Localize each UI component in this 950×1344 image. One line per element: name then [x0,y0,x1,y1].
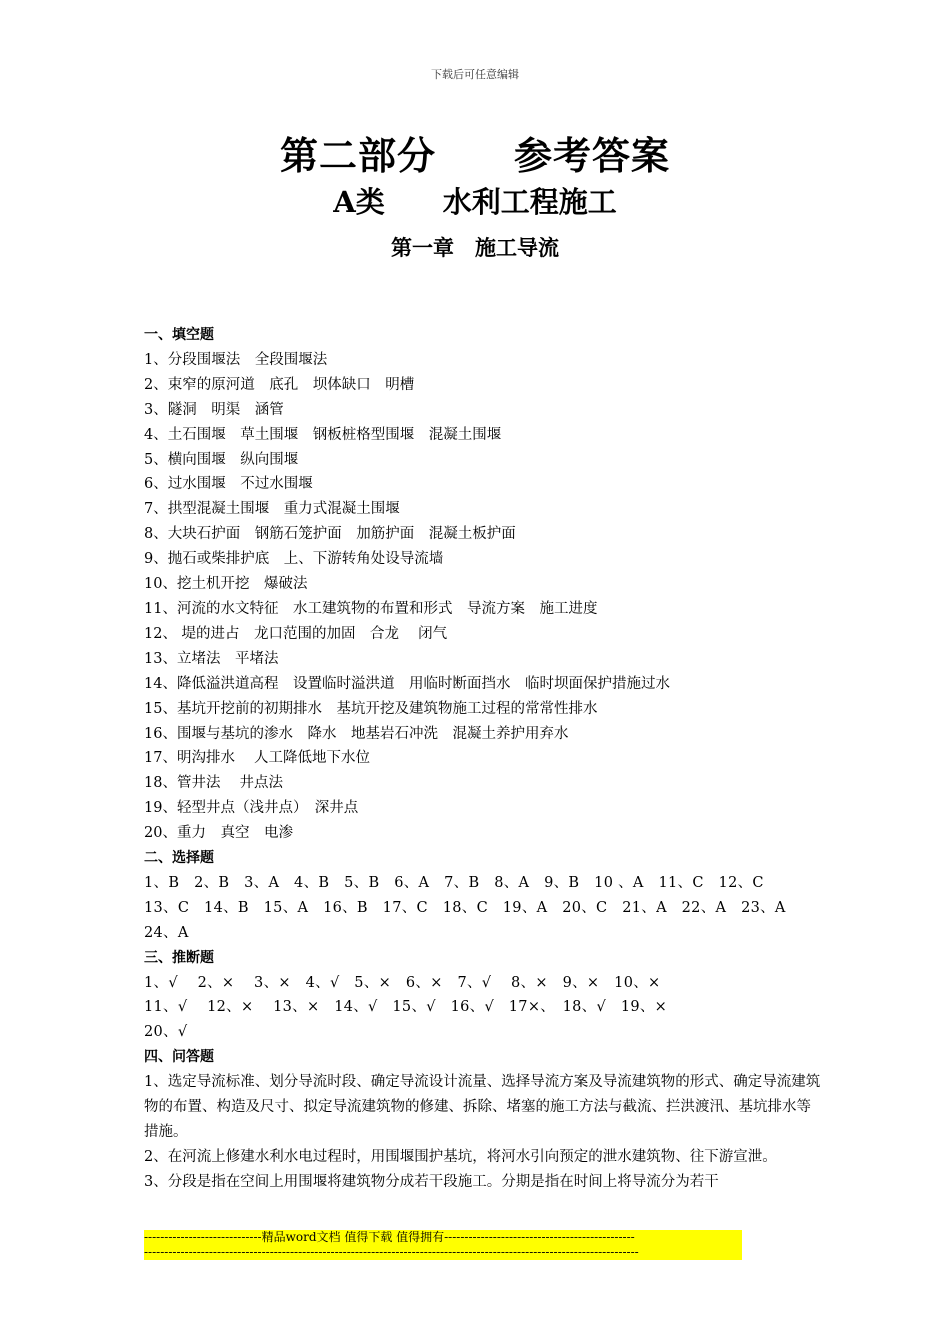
fill-item: 18、管井法 井点法 [144,775,284,792]
section-heading-choice: 二、选择题 [144,850,214,867]
section-heading-judge: 三、推断题 [144,949,214,966]
fill-item: 16、围堰与基坑的渗水 降水 地基岩石冲洗 混凝土养护用弃水 [144,725,569,742]
footer-line: -----------------------------精品word文档 值得下载 值得拥有----------------------------------------------- [144,1230,635,1244]
header-note: 下载后可任意编辑 [431,68,519,81]
fill-item: 19、轻型井点（浅井点） 深井点 [144,800,359,817]
fill-item: 5、横向围堰 纵向围堰 [144,451,299,468]
page-subtitle: A类 水利工程施工 [333,185,617,219]
section-heading-fill: 一、填空题 [144,327,214,343]
chapter-title: 第一章 施工导流 [391,235,559,260]
fill-item: 17、明沟排水 人工降低地下水位 [144,750,371,767]
fill-item: 2、束窄的原河道 底孔 坝体缺口 明槽 [144,376,415,393]
choice-line: 24、A [144,924,189,941]
section-heading-qa: 四、问答题 [144,1049,214,1066]
qa-item: 3、分段是指在空间上用围堰将建筑物分成若干段施工。分期是指在时间上将导流分为若干 [144,1173,719,1190]
fill-item: 10、挖土机开挖 爆破法 [144,576,308,593]
page-title: 第二部分 参考答案 [279,133,670,178]
judge-line: 20、√ [144,1024,188,1041]
fill-item: 20、重力 真空 电渗 [144,825,293,842]
fill-item: 12、 堤的进占 龙口范围的加固 合龙 闭气 [144,625,448,642]
fill-item: 7、拱型混凝土围堰 重力式混凝土围堰 [144,501,400,518]
choice-line: 13、C 14、B 15、A 16、B 17、C 18、C 19、A 20、C 21、A 22、A 23、A [144,899,786,916]
judge-line: 11、√ 12、× 13、× 14、√ 15、√ 16、√ 17×、 18、√ 19、× [144,999,668,1016]
fill-item: 13、立堵法 平堵法 [144,650,279,667]
judge-line: 1、√ 2、× 3、× 4、√ 5、× 6、× 7、√ 8、× 9、× 10、× [144,974,661,991]
fill-item: 14、降低溢洪道高程 设置临时溢洪道 用临时断面挡水 临时坝面保护措施过水 [144,675,670,692]
fill-item: 15、基坑开挖前的初期排水 基坑开挖及建筑物施工过程的常常性排水 [144,700,598,717]
choice-line: 1、B 2、B 3、A 4、B 5、B 6、A 7、B 8、A 9、B 10 、A 11、C 12、C [144,874,764,891]
fill-item: 1、分段围堰法 全段围堰法 [144,351,328,368]
footer-banner [144,1230,742,1260]
fill-item: 4、土石围堰 草土围堰 钢板桩格型围堰 混凝土围堰 [144,426,502,443]
qa-item: 1、选定导流标准、划分导流时段、确定导流设计流量、选择导流方案及导流建筑物的形式、确定导流建筑物的布置、构造及尺寸、拟定导流建筑物的修建、拆除、堵塞的施工方法与截流、拦洪渡汛、基坑排水等措施。 [144,1074,821,1140]
fill-item: 8、大块石护面 钢筋石笼护面 加筋护面 混凝土板护面 [144,526,516,543]
fill-item: 3、隧洞 明渠 涵管 [144,401,284,418]
fill-item: 6、过水围堰 不过水围堰 [144,476,313,493]
fill-item: 9、抛石或柴排护底 上、下游转角处设导流墙 [144,551,444,568]
footer-line: -------------------------------------------------------------------------------------------------------------------------- [144,1245,639,1259]
fill-item: 11、河流的水文特征 水工建筑物的布置和形式 导流方案 施工进度 [144,600,598,617]
answer-content [144,323,824,1195]
qa-item: 2、在河流上修建水利水电过程时，用围堰围护基坑，将河水引向预定的泄水建筑物、往下游宣泄。 [144,1148,777,1165]
